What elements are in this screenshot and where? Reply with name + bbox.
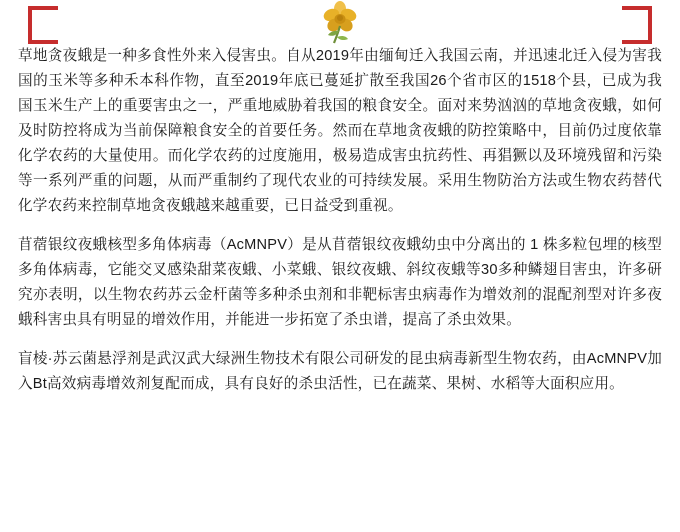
paragraph-3: 盲棱·苏云菌悬浮剂是武汉武大绿洲生物技术有限公司研发的昆虫病毒新型生物农药，由AcMNPV加入Bt高效病毒增效剂复配而成，具有良好的杀虫活性，已在蔬菜、果树、水稻等大面积应用。 (18, 351, 662, 392)
decorative-header (0, 0, 680, 44)
paragraph-1: 草地贪夜蛾是一种多食性外来入侵害虫。自从2019年由缅甸迁入我国云南，并迅速北迁入侵为害我国的玉米等多种禾本科作物，直至2019年底已蔓延扩散至我国26个省市区的1518个县，已成为我国玉米生产上的重要害虫之一，严重地威胁着我国的粮食安全。面对来势汹汹的草地贪夜蛾，如何及时防控将成为当前保障粮食安全的首要任务。然而在草地贪夜蛾的防控策略中，目前仍过度依靠化学农药的大量使用。而化学农药的过度施用，极易造成害虫抗药性、再猖獗以及环境残留和污染等一系列严重的问题，从而严重制约了现代农业的可持续发展。采用生物防治方法或生物农药替代化学农药来控制草地贪夜蛾越来越重要，已日益受到重视。 (18, 48, 662, 214)
red-bracket-right-icon (622, 6, 652, 44)
article-body (0, 44, 680, 397)
paragraph-2: 苜蓿银纹夜蛾核型多角体病毒（AcMNPV）是从苜蓿银纹夜蛾幼虫中分离出的 1 株多粒包埋的核型多角体病毒，它能交叉感染甜菜夜蛾、小菜蛾、银纹夜蛾、斜纹夜蛾等30多种鳞翅目害虫，许多研究亦表明，以生物农药苏云金杆菌等多种杀虫剂和非靶标害虫病毒作为增效剂的混配剂型对许多夜蛾科害虫具有明显的增效作用，并能进一步拓宽了杀虫谱，提高了杀虫效果。 (18, 237, 662, 328)
yellow-flower-icon (310, 0, 370, 44)
red-bracket-left-icon (28, 6, 58, 44)
